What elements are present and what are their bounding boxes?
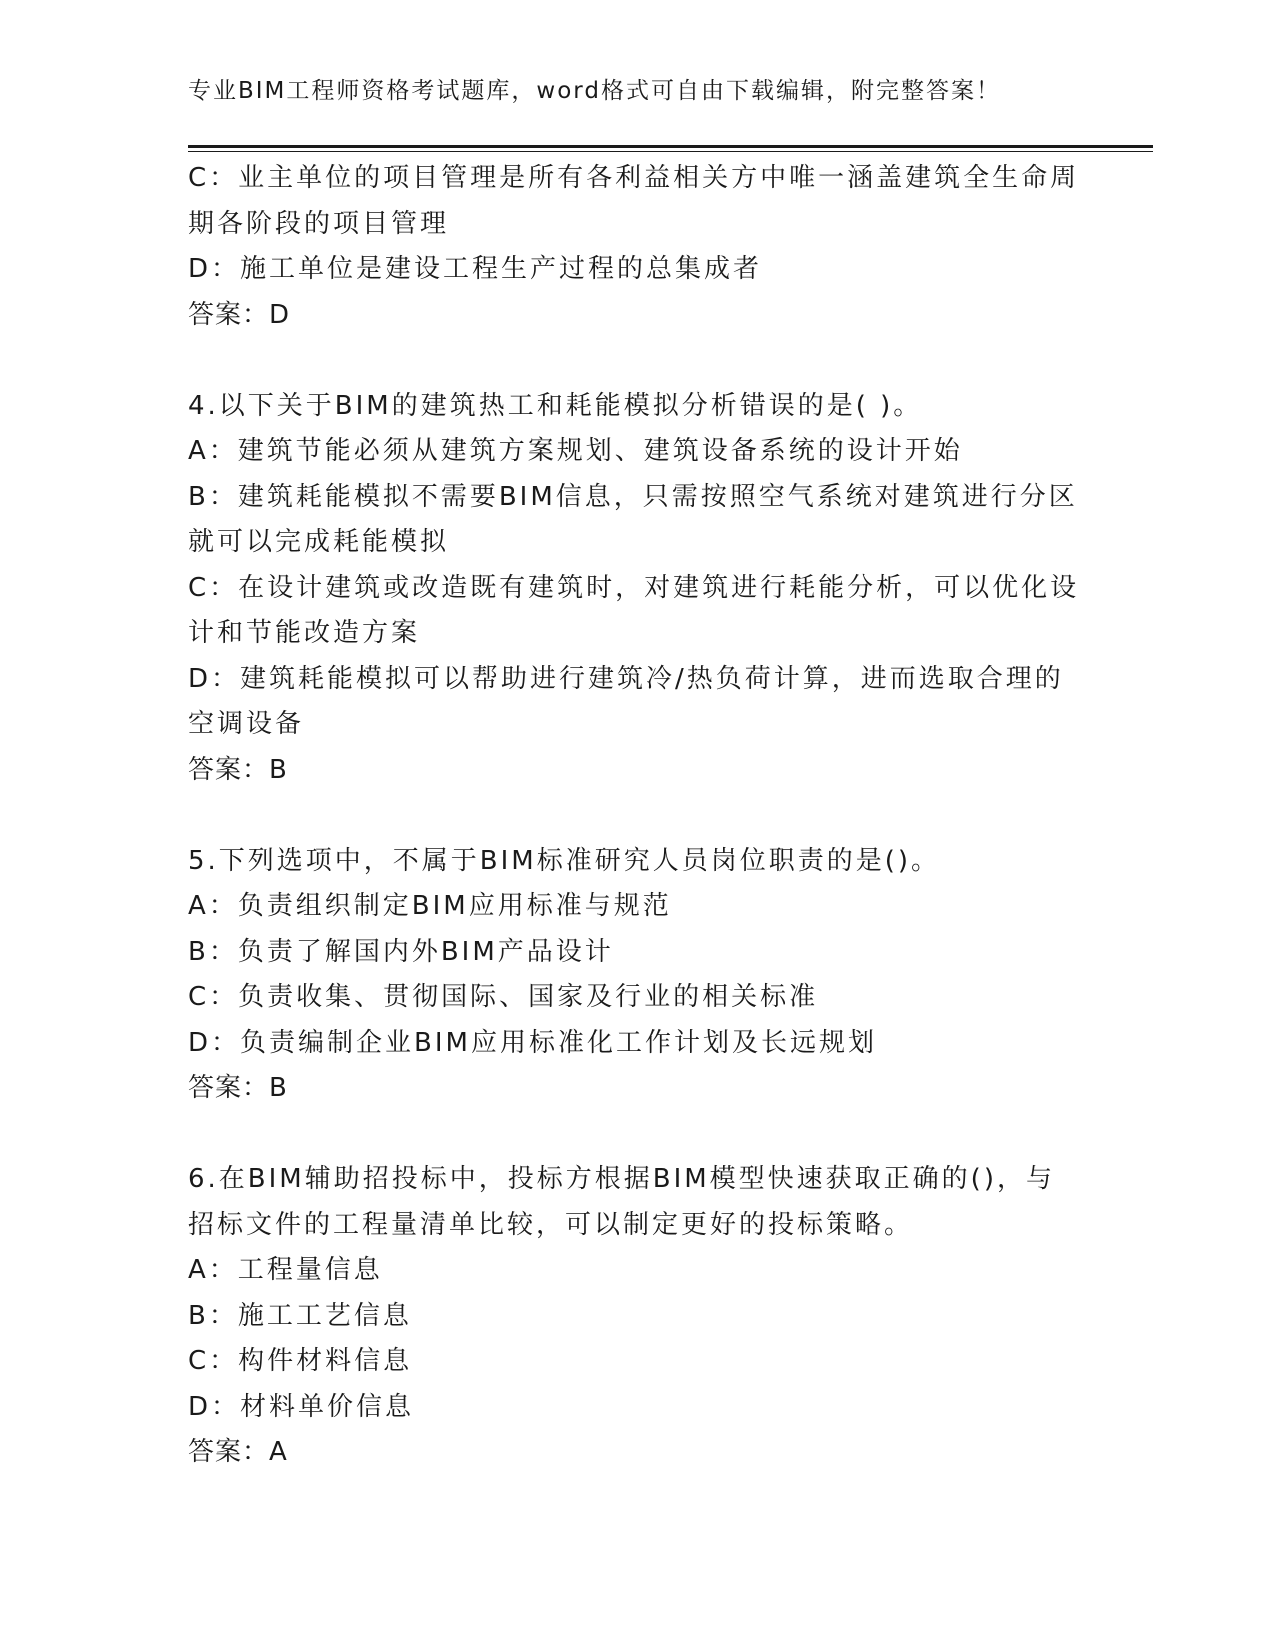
answer: 答案：A [188, 1437, 288, 1467]
spacer [188, 793, 1088, 839]
option-d-line: 空调设备 [188, 709, 305, 739]
option-d: D：材料单价信息 [188, 1391, 415, 1422]
option-d-line: D：建筑耗能模拟可以帮助进行建筑冷/热负荷计算，进而选取合理的 [188, 663, 1064, 694]
question-stem: 4.以下关于BIM的建筑热工和耗能模拟分析错误的是( )。 [188, 390, 923, 421]
option-c: C：负责收集、贯彻国际、国家及行业的相关标准 [188, 982, 819, 1012]
option-b: B：施工工艺信息 [188, 1300, 412, 1331]
option-a: A：负责组织制定BIM应用标准与规范 [188, 891, 672, 921]
option-c-line: 计和节能改造方案 [188, 618, 421, 648]
answer: 答案：B [188, 754, 288, 785]
option-d: D：负责编制企业BIM应用标准化工作计划及长远规划 [188, 1027, 877, 1058]
page-header: 专业BIM工程师资格考试题库，word格式可自由下载编辑，附完整答案！ [188, 78, 1001, 104]
question-5 [188, 839, 1088, 1112]
question-6 [188, 1157, 1088, 1476]
question-stem: 招标文件的工程量清单比较，可以制定更好的投标策略。 [188, 1209, 914, 1240]
answer: 答案：B [188, 1073, 288, 1103]
option-a: A：工程量信息 [188, 1255, 383, 1285]
question-4 [188, 384, 1088, 794]
answer: 答案：D [188, 299, 291, 330]
question-stem: 6.在BIM辅助招投标中，投标方根据BIM模型快速获取正确的()，与 [188, 1164, 1055, 1194]
option-b: B：负责了解国内外BIM产品设计 [188, 936, 614, 967]
option-a: A：建筑节能必须从建筑方案规划、建筑设备系统的设计开始 [188, 436, 963, 466]
question-stem: 5.下列选项中，不属于BIM标准研究人员岗位职责的是()。 [188, 845, 941, 876]
option-b-line: B：建筑耗能模拟不需要BIM信息，只需按照空气系统对建筑进行分区 [188, 481, 1078, 512]
option-d: D：施工单位是建设工程生产过程的总集成者 [188, 254, 763, 284]
spacer [188, 1112, 1088, 1158]
option-c-line: 期各阶段的项目管理 [188, 208, 450, 239]
question-3-continuation [188, 156, 1088, 338]
question-content [188, 156, 1088, 1476]
header-rule [188, 145, 1153, 152]
option-b-line: 就可以完成耗能模拟 [188, 527, 450, 557]
option-c-line: C：在设计建筑或改造既有建筑时，对建筑进行耗能分析，可以优化设 [188, 572, 1080, 603]
option-c: C：构件材料信息 [188, 1346, 413, 1376]
spacer [188, 338, 1088, 384]
option-c-line: C：业主单位的项目管理是所有各利益相关方中唯一涵盖建筑全生命周 [188, 163, 1080, 193]
